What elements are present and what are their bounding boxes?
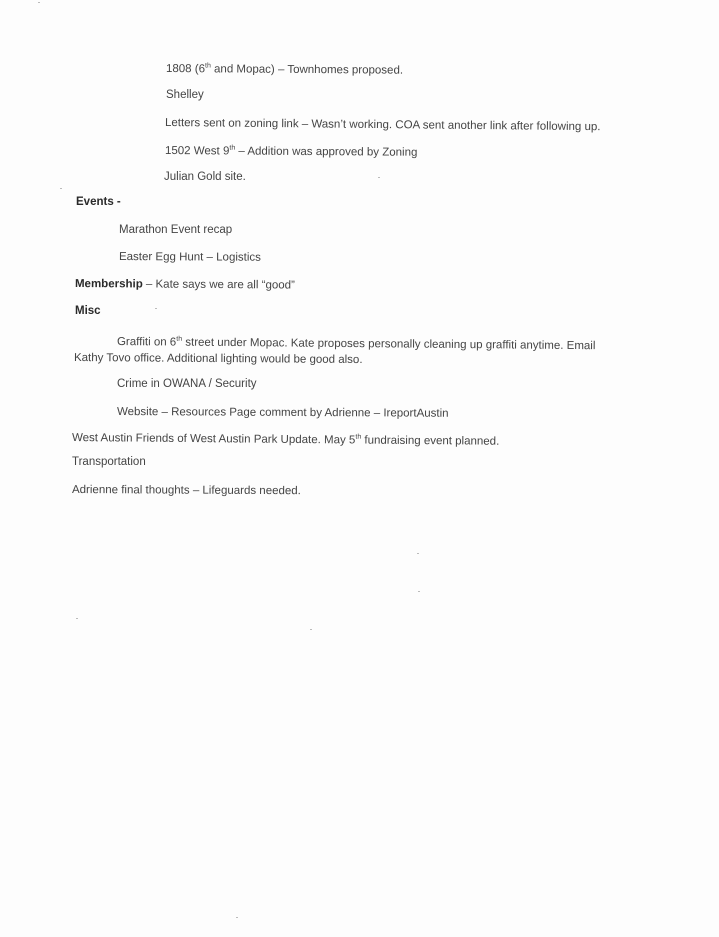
scan-speck: [38, 2, 40, 3]
misc-graffiti-text: Graffiti on 6: [116, 336, 177, 349]
friends-text: West Austin Friends of West Austin Park Update. May 5: [71, 432, 356, 447]
scan-speck: [417, 553, 419, 554]
scan-speck: [378, 177, 380, 178]
misc-heading: Misc: [75, 305, 101, 317]
superscript: th: [229, 144, 236, 152]
membership-label: Membership: [74, 278, 143, 291]
superscript: th: [176, 335, 183, 343]
zoning-item-1502: [165, 144, 417, 160]
scan-speck: [60, 188, 62, 189]
events-heading: Events -: [76, 196, 121, 208]
misc-website: Website – Resources Page comment by Adrienne – IreportAustin: [116, 406, 449, 420]
zoning-item-shelley: Shelley: [166, 89, 204, 101]
misc-graffiti-line-2: Kathy Tovo office. Additional lighting would be good also.: [73, 352, 363, 367]
transportation-line: Transportation: [72, 456, 146, 468]
zoning-item-1808: [166, 62, 403, 78]
membership-text: – Kate says we are all “good”: [142, 278, 295, 292]
zoning-item-1808-text-2: and Mopac) – Townhomes proposed.: [210, 63, 404, 77]
zoning-item-1502-text-2: – Addition was approved by Zoning: [235, 145, 418, 159]
scan-speck: [310, 629, 312, 630]
zoning-item-1808-text: 1808 (6: [165, 63, 206, 76]
friends-text-2: fundraising event planned.: [361, 434, 500, 448]
superscript: th: [205, 62, 211, 70]
zoning-item-julian: Julian Gold site.: [164, 171, 246, 183]
events-item-easter: Easter Egg Hunt – Logistics: [118, 251, 261, 264]
adrienne-final-thoughts: Adrienne final thoughts – Lifeguards needed.: [71, 484, 301, 498]
friends-update: [72, 431, 499, 449]
membership-line: [75, 277, 295, 293]
zoning-item-letters: Letters sent on zoning link – Wasn’t working. COA sent another link after following up.: [164, 117, 601, 134]
misc-crime: Crime in OWANA / Security: [117, 378, 257, 390]
scan-speck: [236, 917, 238, 918]
scan-speck: [155, 308, 157, 309]
events-item-marathon: Marathon Event recap: [119, 224, 233, 236]
scan-speck: [418, 591, 420, 592]
misc-graffiti-line-1: [117, 335, 596, 353]
misc-graffiti-text-2: street under Mopac. Kate proposes personally cleaning up graffiti anytime. Email: [182, 336, 596, 353]
zoning-item-1502-text: 1502 West 9: [164, 145, 230, 158]
superscript: th: [355, 433, 362, 441]
scan-speck: [76, 618, 78, 619]
